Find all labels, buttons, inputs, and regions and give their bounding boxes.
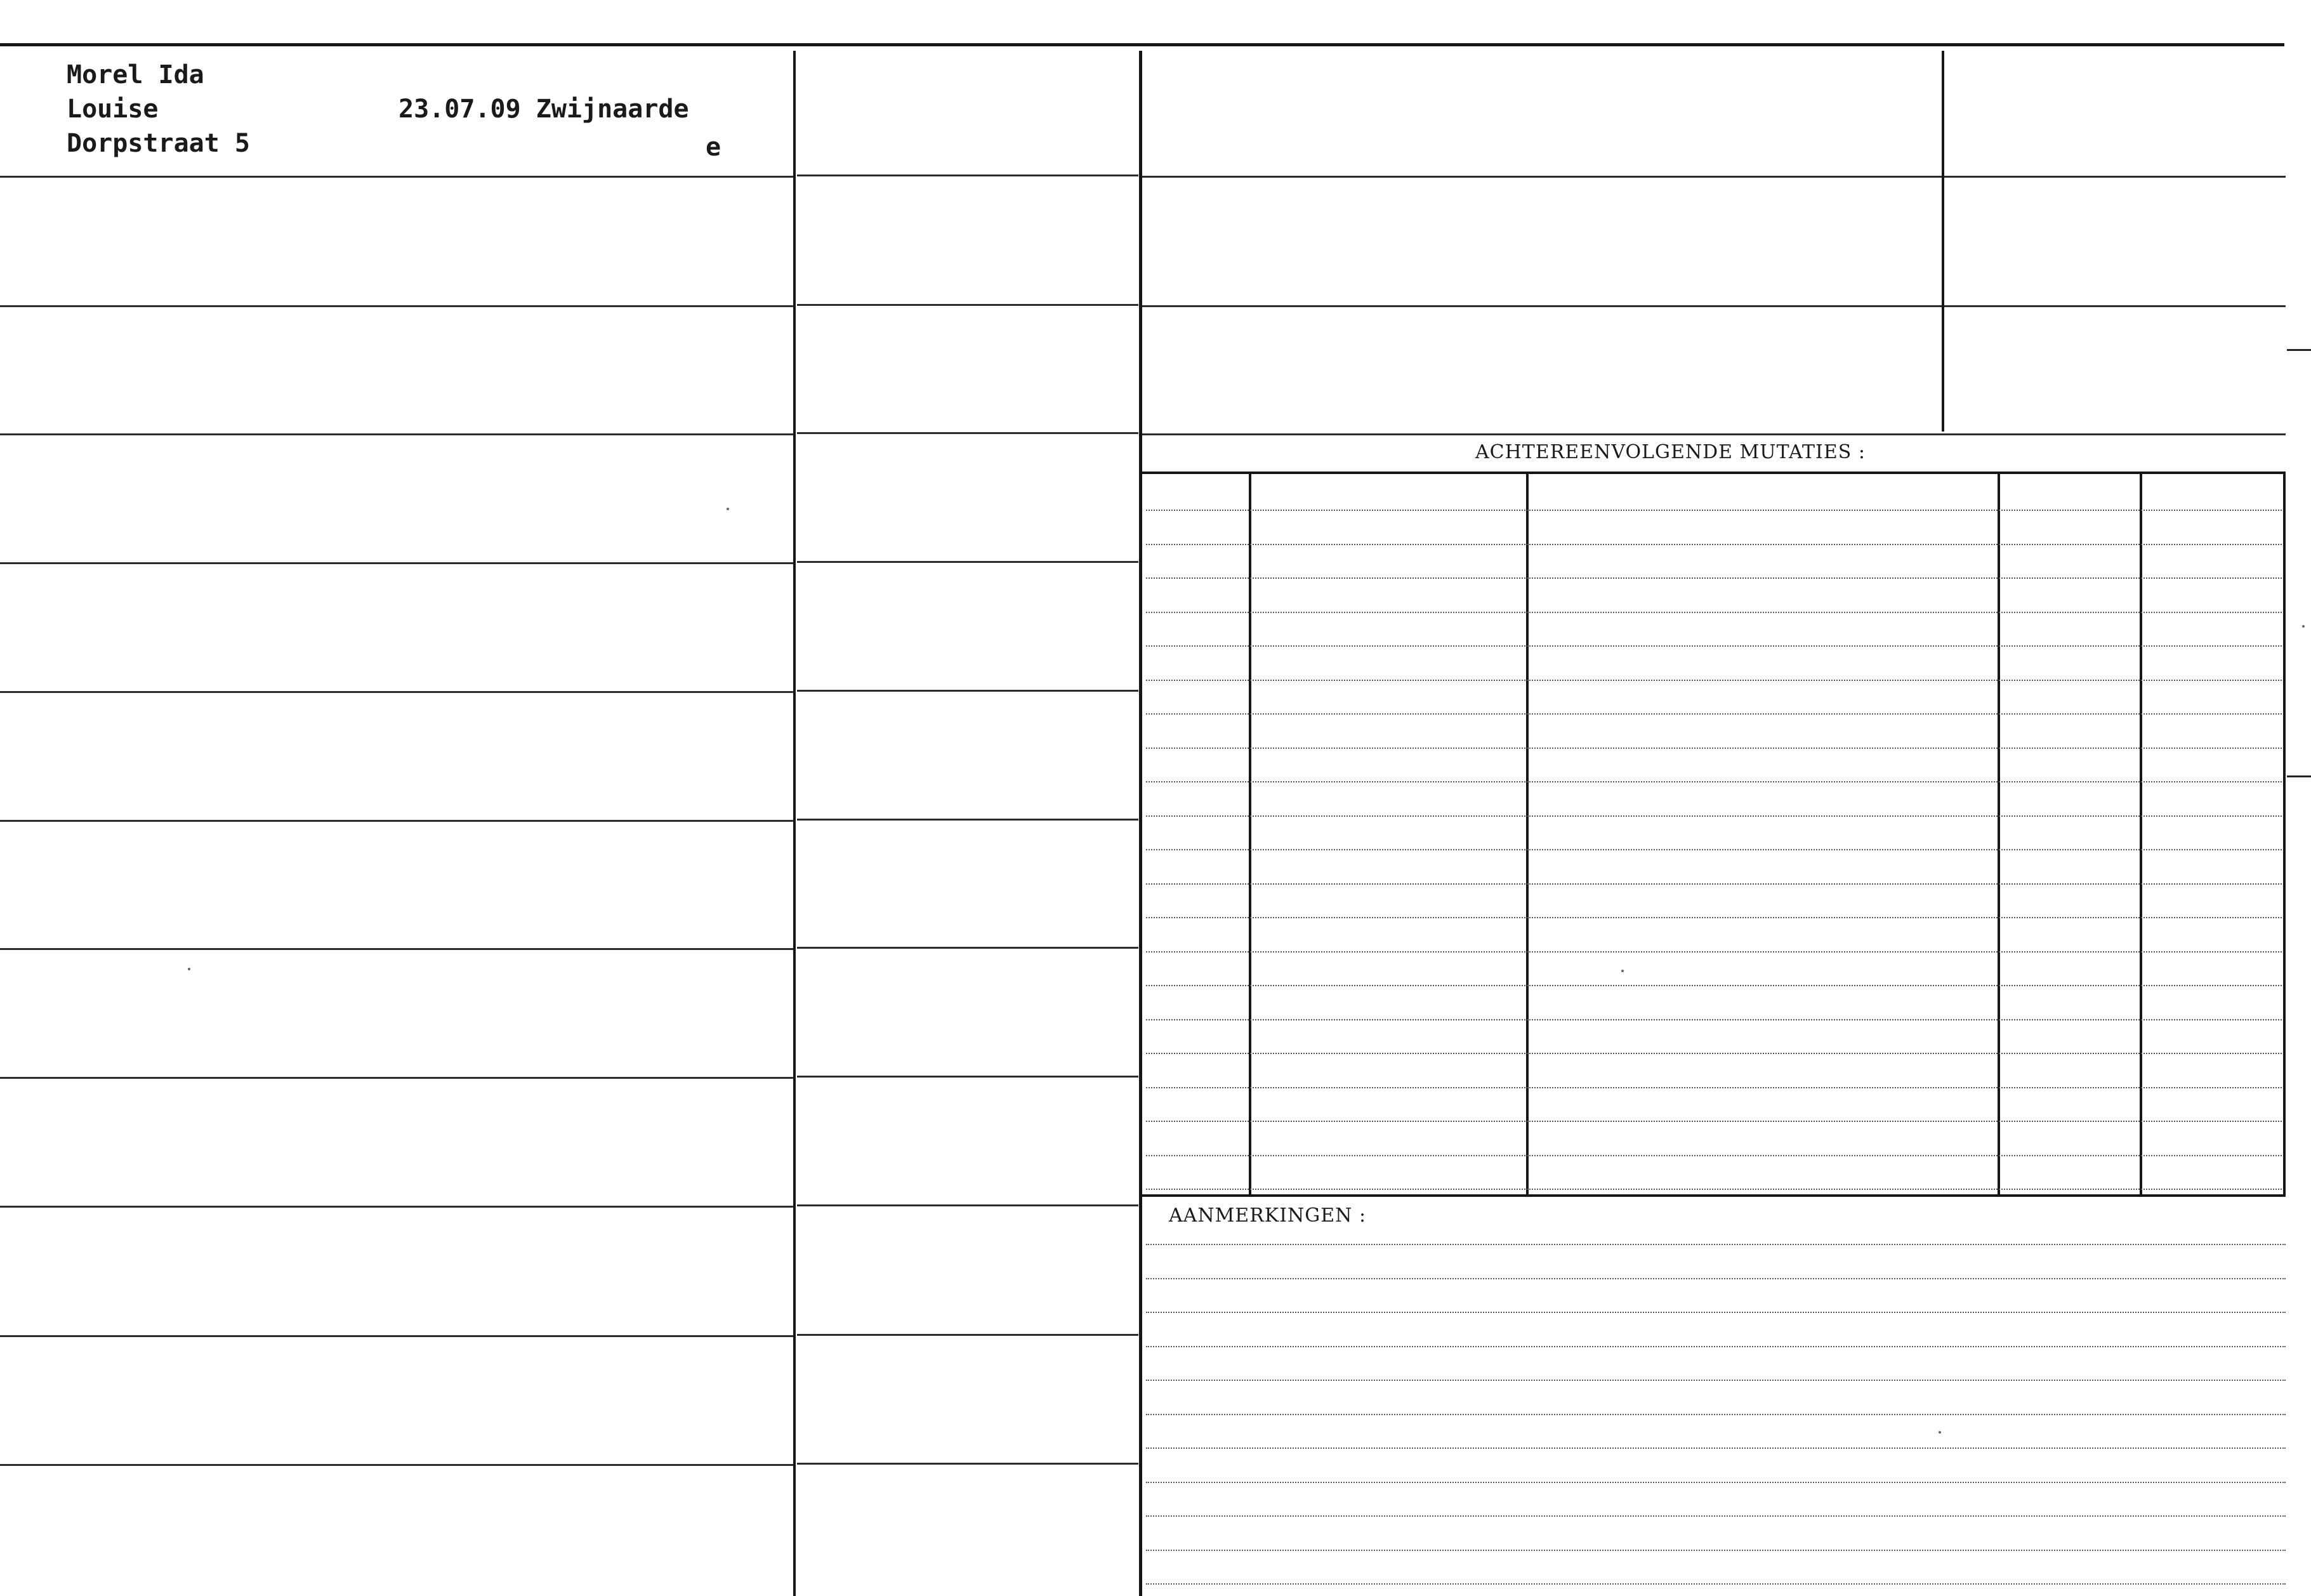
remark-row-line [1146, 1515, 2286, 1517]
mutation-row-line [1146, 1155, 2282, 1156]
mutation-row-line [1146, 510, 2282, 511]
left-row-line [0, 1077, 793, 1079]
remark-row-line [1146, 1482, 2286, 1483]
mutation-row-line [1146, 680, 2282, 681]
mutation-row-line [1146, 645, 2282, 647]
mutation-row-line [1146, 951, 2282, 953]
left-row-line [0, 176, 793, 178]
left-row-line [0, 1464, 793, 1466]
mutation-row-line [1146, 544, 2282, 545]
left-row-line [0, 433, 793, 435]
edge-tick [2287, 349, 2311, 351]
mutation-row-line [1146, 1019, 2282, 1020]
center-row-line [797, 1334, 1138, 1336]
name-line: Morel Ida [67, 60, 204, 89]
remark-row-line [1146, 1380, 2286, 1381]
left-row-line [0, 305, 793, 307]
remark-row-line [1146, 1414, 2286, 1415]
right-row-line [1142, 433, 2286, 435]
mutation-row-line [1146, 612, 2282, 613]
mutations-right-border [2283, 474, 2286, 1194]
edge-tick [2287, 775, 2311, 777]
mutation-row-line [1146, 1053, 2282, 1054]
top-border [0, 43, 2284, 46]
center-row-line [797, 432, 1138, 434]
center-row-line [797, 304, 1138, 306]
mutation-row-line [1146, 577, 2282, 579]
remark-row-line [1146, 1550, 2286, 1551]
left-row-line [0, 820, 793, 822]
left-row-line [0, 1335, 793, 1337]
remark-row-line [1146, 1278, 2286, 1279]
second-name-line: Louise [67, 95, 159, 124]
mutation-row-line [1146, 883, 2282, 885]
mutation-row-line [1146, 815, 2282, 817]
center-row-line [797, 175, 1138, 176]
left-row-line [0, 562, 793, 564]
left-row-line [0, 691, 793, 693]
mutation-row-line [1146, 1087, 2282, 1088]
remarks-heading: AANMERKINGEN : [1169, 1204, 1367, 1227]
scan-speck [188, 968, 190, 970]
address-mark: e [706, 133, 721, 162]
mutations-top-border [1142, 472, 2286, 474]
center-row-line [797, 1076, 1138, 1078]
center-row-line [797, 1463, 1138, 1465]
left-row-line [0, 948, 793, 950]
scan-speck [2302, 625, 2305, 628]
address-line: Dorpstraat 5 [67, 129, 250, 158]
remark-row-line [1146, 1346, 2286, 1347]
scan-speck [1939, 1431, 1941, 1434]
mutation-row-line [1146, 985, 2282, 986]
mutations-heading: ACHTEREENVOLGENDE MUTATIES : [1475, 441, 1866, 463]
center-row-line [797, 690, 1138, 692]
center-row-line [797, 947, 1138, 949]
left-column-divider [793, 51, 796, 1596]
mutation-row-line [1146, 713, 2282, 715]
remark-row-line [1146, 1448, 2286, 1449]
mutation-row-line [1146, 917, 2282, 918]
right-row-line [1142, 176, 2286, 178]
mutation-row-line [1146, 1121, 2282, 1122]
birth-date-place: 23.07.09 Zwijnaarde [398, 95, 689, 124]
mutation-row-line [1146, 1189, 2282, 1190]
center-row-line [797, 561, 1138, 563]
center-row-line [797, 819, 1138, 821]
mutation-row-line [1146, 849, 2282, 850]
right-top-divider [1942, 51, 1944, 432]
left-row-line [0, 1206, 793, 1208]
remark-row-line [1146, 1583, 2286, 1585]
scan-speck [727, 508, 729, 510]
center-row-line [797, 1204, 1138, 1206]
center-column-divider [1139, 51, 1142, 1596]
mutations-bottom-border [1142, 1194, 2286, 1197]
right-row-line [1142, 305, 2286, 307]
mutation-row-line [1146, 748, 2282, 749]
scan-speck [1621, 970, 1624, 972]
mutation-row-line [1146, 781, 2282, 782]
remark-row-line [1146, 1244, 2286, 1245]
remark-row-line [1146, 1312, 2286, 1313]
